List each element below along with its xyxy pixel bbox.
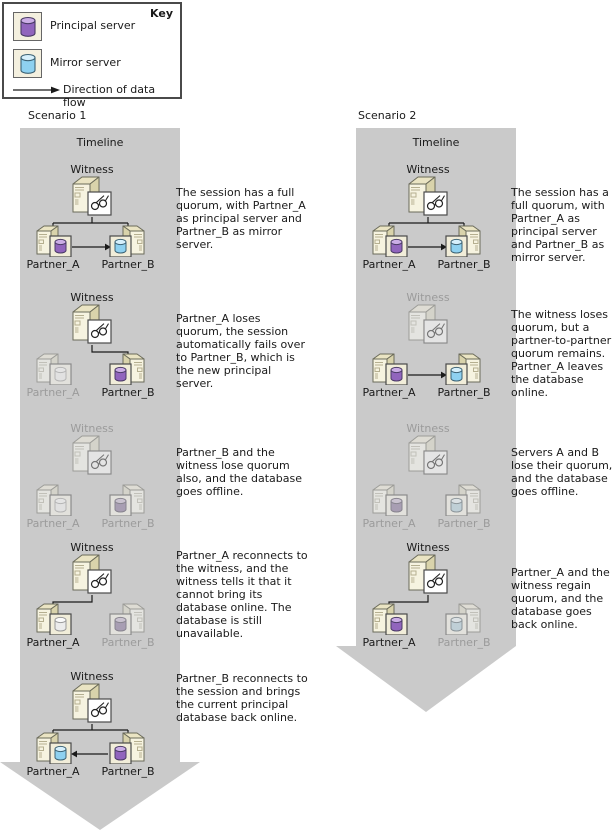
- scenario2-stage3-caption: Servers A and B lose their quorum, and the database goes offline.: [511, 446, 613, 498]
- partner-a-label: Partner_A: [362, 517, 416, 530]
- partner-b-label: Partner_B: [101, 386, 155, 399]
- partner-b-label: Partner_B: [101, 517, 155, 530]
- witness-server-icon: [68, 683, 112, 725]
- partner-a-label: Partner_A: [362, 258, 416, 271]
- partner-b-label: Partner_B: [101, 258, 155, 271]
- partner-b-server-icon: [445, 353, 483, 385]
- mirror-database-icon: [19, 53, 37, 75]
- partner-b-label: Partner_B: [437, 517, 491, 530]
- scenario2-stage4-caption: Partner_A and the witness regain quorum, and the database goes back online.: [511, 566, 610, 631]
- scenario1-stage5-caption: Partner_B reconnects to the session and brings the current principal database back online.: [176, 672, 308, 724]
- scenario1-stage5: [20, 670, 180, 782]
- witness-label: Witness: [70, 291, 114, 304]
- key-title: Key: [150, 7, 173, 20]
- witness-server-icon: [404, 554, 448, 596]
- witness-server-icon: [68, 304, 112, 346]
- principal-server-key-label: Principal server: [50, 19, 136, 32]
- scenario1-stage4: [20, 541, 180, 653]
- data-flow-arrow-icon: [13, 85, 61, 95]
- witness-server-icon: [68, 435, 112, 477]
- partner-b-server-icon: [109, 225, 147, 257]
- partner-a-server-icon: [34, 353, 72, 385]
- witness-label: Witness: [406, 422, 450, 435]
- scenario1-stage2-caption: Partner_A loses quorum, the session automatically fails over to Partner_B, which is the new principal server.: [176, 312, 305, 390]
- partner-a-label: Partner_A: [362, 386, 416, 399]
- partner-b-server-icon: [109, 484, 147, 516]
- partner-b-label: Partner_B: [101, 765, 155, 778]
- scenario2-stage4: [356, 541, 516, 653]
- scenario1-stage2: [20, 291, 180, 403]
- partner-b-label: Partner_B: [437, 636, 491, 649]
- partner-b-server-icon: [109, 732, 147, 764]
- witness-server-icon: [68, 554, 112, 596]
- principal-database-icon: [19, 16, 37, 38]
- partner-b-server-icon: [445, 225, 483, 257]
- scenario1-title: Scenario 1: [28, 109, 87, 122]
- mirror-server-key-icon: [13, 49, 42, 78]
- witness-label: Witness: [70, 670, 114, 683]
- scenario1-stage1-caption: The session has a full quorum, with Partner_A as principal server and Partner_B as mirror server.: [176, 186, 306, 251]
- mirror-server-key-label: Mirror server: [50, 56, 121, 69]
- witness-label: Witness: [70, 422, 114, 435]
- witness-label: Witness: [70, 541, 114, 554]
- scenario2-stage2-caption: The witness loses quorum, but a partner-to-partner quorum remains. Partner_A leaves the database online.: [511, 308, 612, 399]
- witness-label: Witness: [406, 291, 450, 304]
- scenario1-stage3: [20, 422, 180, 534]
- scenario2-stage2: [356, 291, 516, 403]
- partner-b-server-icon: [109, 353, 147, 385]
- witness-server-icon: [404, 435, 448, 477]
- scenario2-title: Scenario 2: [358, 109, 417, 122]
- partner-b-server-icon: [445, 603, 483, 635]
- partner-a-server-icon: [34, 603, 72, 635]
- scenario2-timeline-arrowhead: [336, 646, 516, 712]
- partner-a-label: Partner_A: [26, 765, 80, 778]
- witness-label: Witness: [406, 541, 450, 554]
- partner-a-server-icon: [34, 732, 72, 764]
- scenario2-timeline-label: Timeline: [412, 136, 460, 149]
- partner-a-label: Partner_A: [26, 517, 80, 530]
- witness-server-icon: [404, 176, 448, 218]
- scenario1-stage1: [20, 163, 180, 275]
- partner-b-server-icon: [109, 603, 147, 635]
- partner-a-server-icon: [34, 225, 72, 257]
- partner-a-server-icon: [34, 484, 72, 516]
- partner-b-label: Partner_B: [101, 636, 155, 649]
- key-box: [2, 2, 182, 109]
- partner-a-label: Partner_A: [362, 636, 416, 649]
- principal-server-key-icon: [13, 12, 42, 41]
- partner-b-label: Partner_B: [437, 386, 491, 399]
- scenario2-stage3: [356, 422, 516, 534]
- partner-a-server-icon: [370, 484, 408, 516]
- partner-a-server-icon: [370, 353, 408, 385]
- partner-b-label: Partner_B: [437, 258, 491, 271]
- witness-label: Witness: [70, 163, 114, 176]
- scenario1-stage3-caption: Partner_B and the witness lose quorum also, and the database goes offline.: [176, 446, 302, 498]
- scenario1-timeline-label: Timeline: [76, 136, 124, 149]
- partner-a-server-icon: [370, 225, 408, 257]
- witness-label: Witness: [406, 163, 450, 176]
- partner-a-server-icon: [370, 603, 408, 635]
- partner-a-label: Partner_A: [26, 636, 80, 649]
- scenario1-stage4-caption: Partner_A reconnects to the witness, and the witness tells it that it cannot bring its database online. The database is still unavailable.: [176, 549, 308, 640]
- scenario2-stage1-caption: The session has a full quorum, with Partner_A as principal server and Partner_B as mirror server.: [511, 186, 609, 264]
- witness-server-icon: [68, 176, 112, 218]
- witness-server-icon: [404, 304, 448, 346]
- partner-a-label: Partner_A: [26, 258, 80, 271]
- partner-a-label: Partner_A: [26, 386, 80, 399]
- data-flow-key-label: Direction of data flow: [63, 83, 156, 109]
- scenario2-stage1: [356, 163, 516, 275]
- partner-b-server-icon: [445, 484, 483, 516]
